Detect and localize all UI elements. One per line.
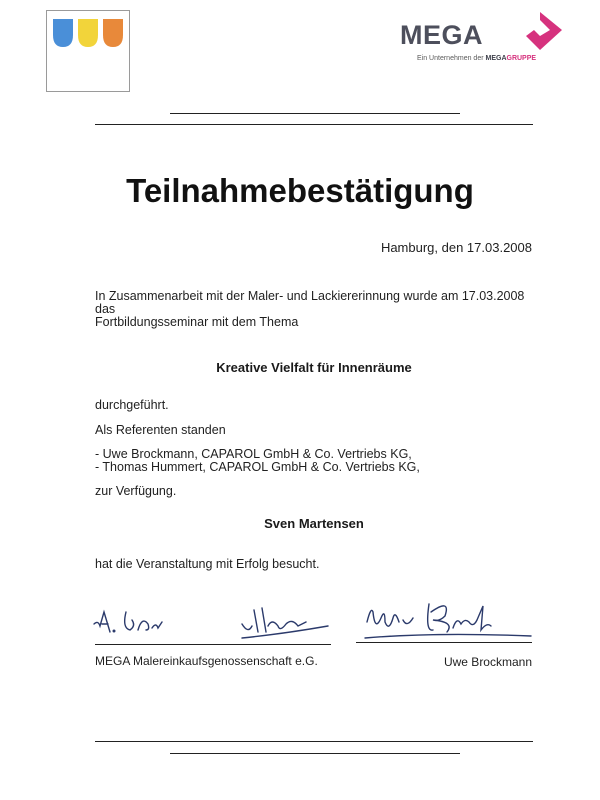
intro-line-1: In Zusammenarbeit mit der Maler- und Lackiererinnung wurde am 17.03.2008 [95,289,525,303]
speakers-intro: Als Referenten standen [95,423,226,437]
participant-name: Sven Martensen [264,516,364,531]
seminar-topic: Kreative Vielfalt für Innenräume [216,360,412,375]
mega-wordmark: MEGA [400,20,483,50]
speaker-item: - Thomas Hummert, CAPAROL GmbH & Co. Vertriebs KG, [95,460,420,474]
available-text: zur Verfügung. [95,484,177,498]
tagline-suffix: GRUPPE [506,55,537,62]
intro-line-2: das [95,302,116,316]
signature-line-right [356,642,532,643]
left-signature-icon [92,598,332,646]
signature-caption-right: Uwe Brockmann [443,655,532,669]
footer-rule-long [95,741,533,742]
performed-text: durchgeführt. [95,398,169,412]
document-title: Teilnahmebestätigung [126,172,474,209]
intro-line-3: Fortbildungsseminar mit dem Thema [95,315,299,329]
header-rule-short [170,113,460,114]
cooperative-logo [46,10,130,92]
speaker-item: - Uwe Brockmann, CAPAROL GmbH & Co. Vertriebs KG, [95,447,412,461]
mega-tagline [417,55,536,62]
orange-shield-icon [103,19,123,47]
footer-rule-short [170,753,460,754]
signature-line-left [95,644,331,645]
tagline-prefix: Ein Unternehmen der [417,55,484,62]
right-signature-icon [355,592,535,644]
shield-logo-icon [47,11,131,93]
place-date: Hamburg, den 17.03.2008 [380,240,532,255]
blue-shield-icon [53,19,73,47]
attended-text: hat die Veranstaltung mit Erfolg besucht. [95,557,320,571]
signature-caption-left: MEGA Malereinkaufsgenossenschaft e.G. [95,654,318,668]
mega-diamond-icon [518,10,574,52]
header-rule-long [95,124,533,125]
yellow-shield-icon [78,19,98,47]
tagline-brand: MEGA [485,55,507,62]
